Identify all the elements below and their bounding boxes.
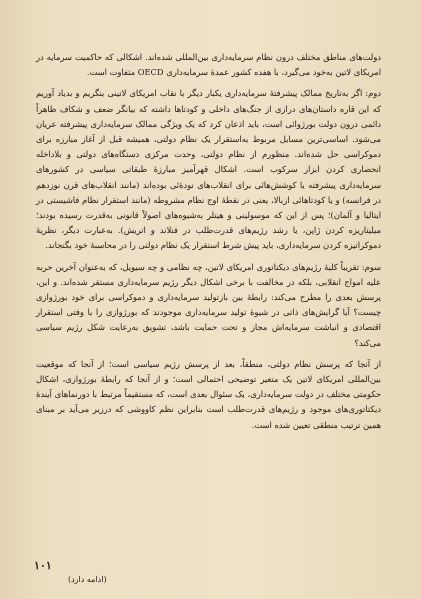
- article-body: [36, 50, 381, 433]
- continued-note: (ادامه دارد): [68, 575, 107, 584]
- paragraph-3: سوم: تقریباً کلیهٔ رژیم‌های دیکتاتوری امریکای لاتین، چه نظامی و چه سیویل، که به‌عنوان آخرین حربه علیه امواج انقلابی، بلکه در مخالفت با برخی اشکال دیگر رژیم سرمایه‌داری مستقر شده‌اند. و این، پرسش بعدی را مطرح می‌کند: رابطهٔ بین بازتولید سرمایه‌داری و دموکراسی برای خود بورژوازی چیست؟ آیا گرایش‌های ذاتی در شیوهٔ تولید سرمایه‌داری موجودند که بورژوازی را با وفتی استقرار اقتصادی و انباشت سرمایه‌اش مجاز و تحت حمایت باشد، تشویق به‌رعایت شکل رژیم سیاسی می‌کند؟: [36, 261, 381, 348]
- paragraph-2: دوم: اگر به‌تاریخ ممالک پیشرفتهٔ سرمایه‌داری یکبار دیگر با نقاب امریکای لاتینی بنگریم و بدیاد آوریم که این قاره داستان‌های درازی از جنگ‌های داخلی و کودتاها داشته که بیانگر ضعف و شکاف ظاهراً دائمی درون دولت بورژوائی است، باید اذعان کرد که یک ویژگی ممالک سرمایه‌داری پیشرفته عریان می‌شود. اساسی‌ترین مسایل مربوط به‌استقرار یک نظام دولتی، همیشه قبل از آغاز مبارزه برای دموکراسی حل شده‌اند. منظورم از نظام دولتی، وحدت مرکزی دستگاه‌های دولتی و بلاداخله انحصاری کردن ابزار سرکوب است. اشکال قهرآمیز مبارزهٔ طبقاتی سیاسی در کشورهای سرمایه‌داری پیشرفته یا کوشش‌هائی برای انقلاب‌های تودهٔ‌ئی بوده‌اند (مانند انقلاب‌های قرن نوزدهم در فرانسه) و یا کودتاهائی ازبالا، یعنی در نقطهٔ اوج نظام مشروطه (مانند استقرار نظام فاشیستی در ایتالیا و آلمان)؛ پس از این که موسولینی و هیتلر به‌شیوه‌های اصولاً قانونی به‌قدرت رسیده بودند؛ میلیتاریزه کردن ژاپن، یا رشد رژیم‌های قدرت‌طلب در فنلاند و اتریش). به‌عبارت دیگر، نظریهٔ دموکراتیزه کردن سرمایه‌داری، باید پیش شرط استقرار یک نظام دولتی را در محاسبهٔ خود بگنجاند.: [36, 88, 381, 251]
- paragraph-1: دولت‌های مناطق مختلف درون نظام سرمایه‌داری بین‌المللی شده‌اند. اشکالی که حاکمیت سرمایه در امریکای لاتین به‌خود می‌گیرد، با هفده کشور عمدهٔ سرمایه‌داری OECD متفاوت است.: [36, 52, 381, 78]
- page-number: ۱۰۱: [34, 559, 52, 572]
- paragraph-4: از آنجا که پرسش نظام دولتی، منطقاً، بعد از پرسش رژیم سیاسی است؛ از آنجا که موقعیت بین‌المللی امریکای لاتین یک متغیر توضیحی احتمالی است؛ و از آنجا که رابطهٔ بورژوازی، اشکال حکومتی مختلف در دولت سرمایه‌داری، یک سئوال بعدی است، که مستقیماً مرتبط با دورنماهای آیندهٔ دیکتاتوری‌های موجود و رژیم‌های قدرت‌طلب است بنابراین نظم کاووشی که درزیر می‌آید بر مبنای همین ترتیب منطقی تعیین شده است.: [36, 358, 381, 430]
